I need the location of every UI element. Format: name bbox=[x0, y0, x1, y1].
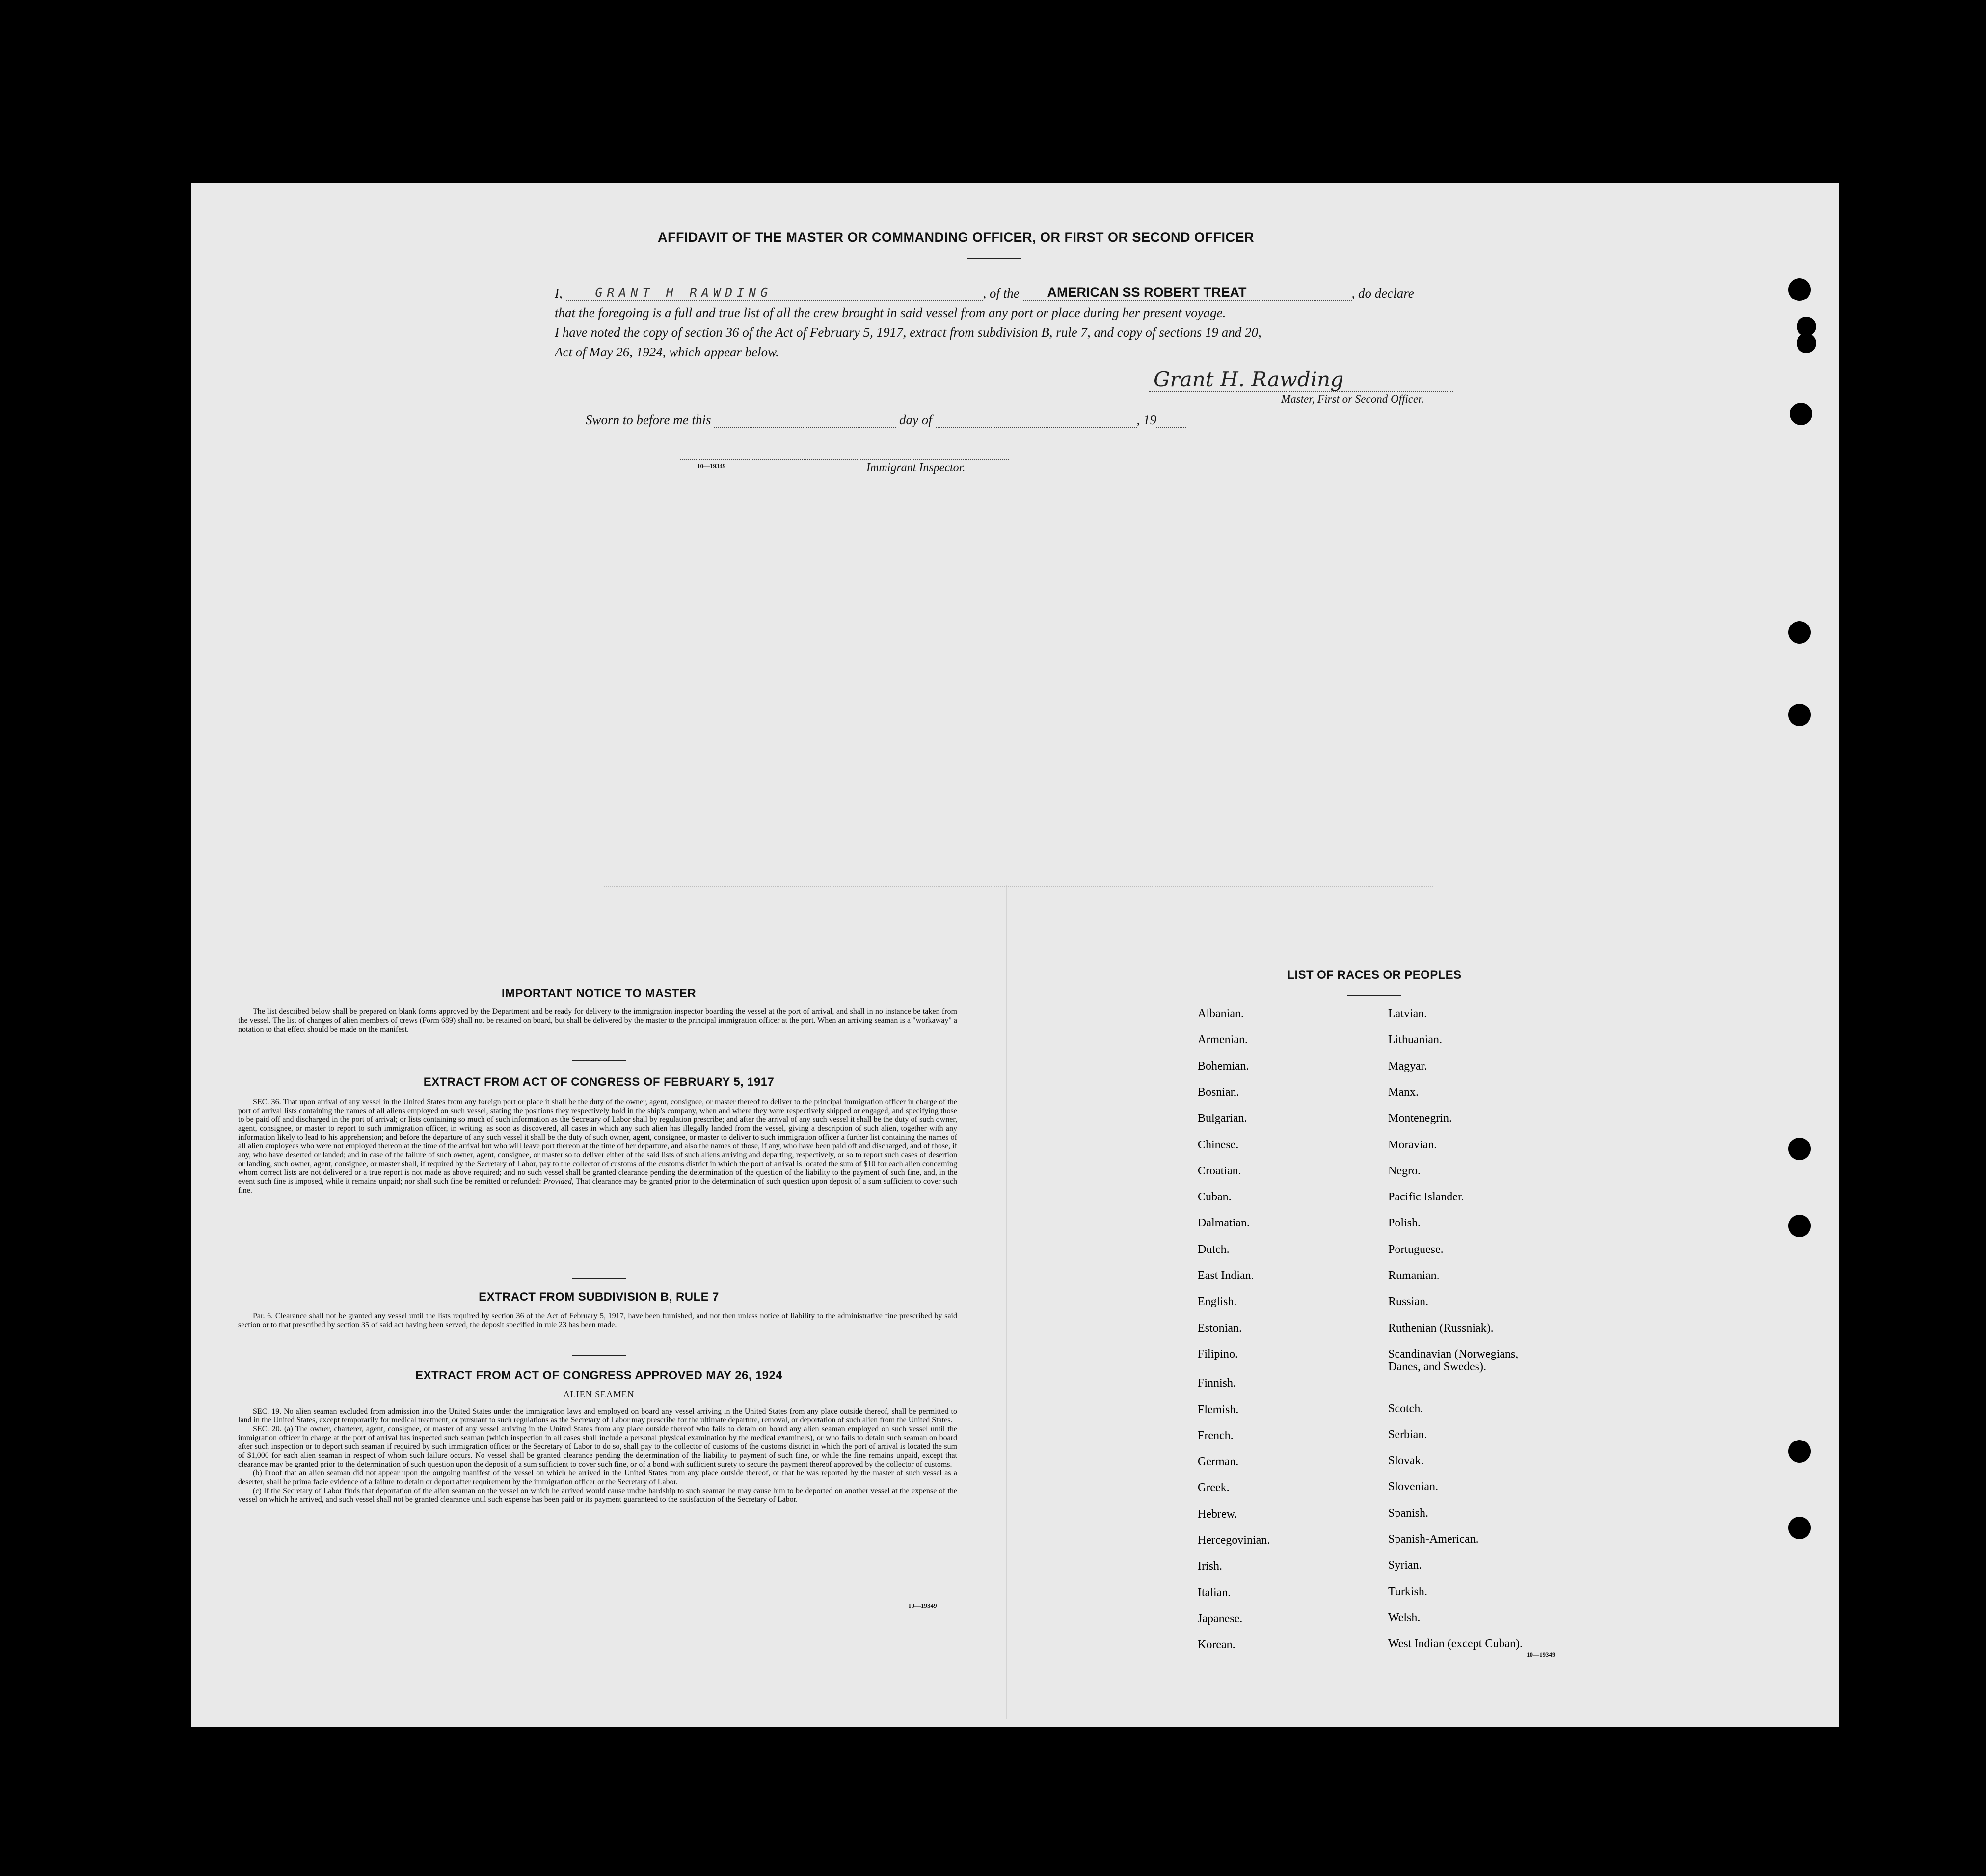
extract-1924-title: EXTRACT FROM ACT OF CONGRESS APPROVED MAY 26, 1924 bbox=[415, 1369, 782, 1382]
race-item: West Indian (except Cuban). bbox=[1388, 1637, 1523, 1651]
race-item: Serbian. bbox=[1388, 1428, 1427, 1441]
race-item: Bohemian. bbox=[1198, 1060, 1249, 1073]
rule7-text bbox=[238, 1312, 957, 1330]
do-declare-text: , do declare bbox=[1351, 286, 1414, 300]
race-item: Spanish-American. bbox=[1388, 1533, 1479, 1546]
race-item: Cuban. bbox=[1198, 1191, 1232, 1204]
race-item: Flemish. bbox=[1198, 1403, 1239, 1416]
race-item: Spanish. bbox=[1388, 1506, 1429, 1520]
signature-line bbox=[1149, 391, 1453, 392]
race-item: Filipino. bbox=[1198, 1347, 1238, 1360]
affidavit-line-4: Act of May 26, 1924, which appear below. bbox=[555, 345, 779, 359]
extract-1924-subtitle: ALIEN SEAMEN bbox=[563, 1389, 635, 1399]
sec36-main: SEC. 36. That upon arrival of any vessel in the United States from any foreign port or place it shall be the duty of the owner, agent, consignee, or master thereof to deliver to the principal immigration officer in charge of the port of arrival lists containing the names of all aliens employed on such vessel, stating the positions they respectively hold in the ship's company, when and where they were respectively shipped or engaged, and specifying those to be paid off and discharged in the port of arrival; or lists containing so much of such information as the Secretary of Labor shall by regulation prescribe; and after the arrival of any such vessel it shall be the duty of such owner, agent, consignee, or master to report to such immigration officer, in writing, as soon as discovered, all cases in which any such alien has illegally landed from the vessel, giving a description of such alien, together with any information likely to lead to his apprehension; and before the departure of any such vessel it shall be the duty of such owner, agent, consignee, or master to deliver to such immigration officer a further list containing the names of all alien employees who were not employed thereon at the time of the arrival but who will leave port thereon at the time of her departure, and also the names of those, if any, who have been paid off and discharged, and of those, if any, who have deserted or landed; and in case of the failure of such owner, agent, consignee, or master so to deliver either of the said lists of such aliens arriving and departing, respectively, or so to report such cases of desertion or landing, such owner, agent, consignee, or master shall, if required by the Secretary of Labor, pay to the collector of customs of the customs district in which the port of arrival is located the sum of $10 for each alien concerning whom correct lists are not delivered or a true report is not made as above required; and no such vessel shall be granted clearance pending the determination of the question of the liability to the payment of such fine, and, in the event such fine is imposed, while it remains unpaid; nor shall such fine be remitted or refunded: bbox=[238, 1098, 957, 1186]
sworn-prefix: Sworn to before me this bbox=[586, 412, 711, 427]
sec20b-paragraph: (b) Proof that an alien seaman did not appear upon the outgoing manifest of the vessel on which he arrived in the United States from any place outside thereof, or that he was reported by the master of such vessel as a deserter, shall be prima facie evidence of a failure to detain or deport after requirement by the immigration officer or the Secretary of Labor. bbox=[238, 1469, 957, 1486]
sworn-year-field bbox=[1156, 427, 1186, 428]
sworn-day-field bbox=[714, 427, 896, 428]
notice-paragraph: The list described below shall be prepared on blank forms approved by the Department and be ready for delivery to the immigration inspector boarding the vessel at the port of arrival, and shall in no instance be taken from the vessel. The list of changes of alien members of crews (Form 689) shall not be retained on board, but shall be delivered by the master to the principal immigration officer at the port. When an arriving seaman is a "workaway" a notation to that effect should be made on the manifest. bbox=[238, 1007, 957, 1033]
race-item: Greek. bbox=[1198, 1481, 1230, 1495]
races-title: LIST OF RACES OR PEOPLES bbox=[1287, 968, 1462, 981]
race-item: Negro. bbox=[1388, 1164, 1421, 1177]
race-item: Italian. bbox=[1198, 1586, 1231, 1599]
day-of-text: day of bbox=[899, 412, 932, 427]
binder-hole bbox=[1788, 621, 1811, 644]
race-item: Pacific Islander. bbox=[1388, 1191, 1464, 1204]
race-item: German. bbox=[1198, 1455, 1239, 1468]
affidavit-line-3: I have noted the copy of section 36 of the Act of February 5, 1917, extract from subdivision B, rule 7, and copy of sections 19 and 20, bbox=[555, 325, 1261, 340]
affidavit-title: AFFIDAVIT OF THE MASTER OR COMMANDING OFFICER, OR FIRST OR SECOND OFFICER bbox=[658, 230, 1254, 245]
race-item: Syrian. bbox=[1388, 1559, 1422, 1572]
race-item: Croatian. bbox=[1198, 1164, 1241, 1177]
binder-hole bbox=[1788, 1138, 1811, 1160]
sec36-provided: Provided, bbox=[543, 1177, 574, 1186]
notice-text bbox=[238, 1007, 957, 1034]
race-item: Scotch. bbox=[1388, 1402, 1423, 1415]
rule7-title: EXTRACT FROM SUBDIVISION B, RULE 7 bbox=[479, 1290, 719, 1304]
race-item: French. bbox=[1198, 1429, 1234, 1442]
section-rule bbox=[572, 1060, 626, 1061]
extract-1917-title: EXTRACT FROM ACT OF CONGRESS OF FEBRUARY 5, 1917 bbox=[423, 1075, 775, 1088]
races-rule bbox=[1347, 995, 1401, 996]
race-item: Dalmatian. bbox=[1198, 1217, 1250, 1230]
race-item: Armenian. bbox=[1198, 1033, 1248, 1047]
sworn-month-field bbox=[936, 427, 1137, 428]
notice-title: IMPORTANT NOTICE TO MASTER bbox=[501, 987, 697, 1000]
race-item: Slovenian. bbox=[1388, 1480, 1438, 1494]
race-item: Finnish. bbox=[1198, 1377, 1236, 1390]
master-name: GRANT H RAWDING bbox=[595, 285, 773, 299]
sec20a-paragraph: SEC. 20. (a) The owner, charterer, agent, consignee, or master of any vessel arriving in the United States from any place outside thereof who fails to detain on board any alien seaman employed on such vessel until the immigration officer in charge at the port of arrival has inspected such seaman (which inspection in all cases shall include a personal physical examination by the medical examiners), or who fails to detain such seaman on board after such inspection or to deport such seaman if required by such immigration officer or the Secretary of Labor to do so, shall pay to the collector of customs of the customs district in which the port of arrival is located the sum of $1,000 for each alien seaman in respect of whom such failure occurs. No vessel shall be granted clearance pending the determination of the liability to payment of such fine, or while the fine remains unpaid, except that clearance may be granted prior to the determination of such question upon the deposit of a sum sufficient to cover such fine, or of a bond with sufficient surety to secure the payment thereof approved by the collector of customs. bbox=[238, 1425, 957, 1468]
race-item: Bosnian. bbox=[1198, 1086, 1239, 1099]
vessel-field bbox=[1023, 285, 1352, 301]
race-item: Albanian. bbox=[1198, 1007, 1244, 1020]
title-rule bbox=[967, 258, 1021, 259]
race-item: Rumanian. bbox=[1388, 1269, 1440, 1282]
race-item: Chinese. bbox=[1198, 1138, 1239, 1151]
affidavit-line-1 bbox=[555, 285, 1414, 301]
inspector-caption: Immigrant Inspector. bbox=[866, 462, 966, 474]
sec36-paragraph bbox=[238, 1098, 957, 1195]
race-item: Irish. bbox=[1198, 1560, 1222, 1573]
race-item: Moravian. bbox=[1388, 1138, 1437, 1151]
race-item: Scandinavian (Norwegians, Danes, and Swedes). bbox=[1388, 1347, 1519, 1373]
race-item: Estonian. bbox=[1198, 1321, 1242, 1334]
race-item: English. bbox=[1198, 1295, 1237, 1308]
race-item: Russian. bbox=[1388, 1295, 1429, 1308]
race-item: Latvian. bbox=[1388, 1007, 1427, 1020]
binder-hole bbox=[1788, 1440, 1811, 1463]
race-item: Hercegovinian. bbox=[1198, 1534, 1270, 1547]
inspector-line bbox=[680, 459, 1009, 460]
affidavit-form-number: 10—19349 bbox=[697, 462, 726, 470]
sec36-end: That clearance may be granted prior to the determination of such question upon deposit of a sum sufficient to cover such fine. bbox=[238, 1177, 958, 1195]
binder-hole bbox=[1788, 1517, 1811, 1539]
race-item: Polish. bbox=[1388, 1217, 1421, 1230]
race-item: Magyar. bbox=[1388, 1060, 1427, 1073]
of-the-text: , of the bbox=[983, 286, 1020, 300]
section-rule bbox=[572, 1355, 626, 1356]
affidavit-line-2: that the foregoing is a full and true list of all the crew brought in said vessel from any port or place during her present voyage. bbox=[555, 305, 1226, 320]
race-item: Lithuanian. bbox=[1388, 1033, 1442, 1047]
race-item: Ruthenian (Russniak). bbox=[1388, 1321, 1494, 1334]
binder-hole bbox=[1797, 333, 1816, 353]
race-item: Japanese. bbox=[1198, 1612, 1243, 1625]
extract-1924-text bbox=[238, 1407, 957, 1504]
race-item: Manx. bbox=[1388, 1086, 1419, 1099]
race-item: Hebrew. bbox=[1198, 1507, 1237, 1521]
fold-dotted-line bbox=[604, 886, 1433, 887]
races-form-number: 10—19349 bbox=[1527, 1651, 1556, 1658]
sworn-line bbox=[586, 412, 1186, 428]
section-rule bbox=[572, 1278, 626, 1279]
year-text: , 19 bbox=[1136, 412, 1156, 427]
rule7-paragraph: Par. 6. Clearance shall not be granted any vessel until the lists required by section 36 of the Act of February 5, 1917, have been furnished, and not then unless notice of liability to the administrative fine prescribed by said section or to that prescribed by section 35 of said act having been served, the deposit specified in rule 23 has been made. bbox=[238, 1312, 957, 1329]
race-item: East Indian. bbox=[1198, 1269, 1254, 1282]
master-name-field bbox=[566, 285, 983, 301]
binder-hole bbox=[1790, 403, 1812, 425]
race-item: Korean. bbox=[1198, 1638, 1235, 1652]
extract-1917-text bbox=[238, 1098, 957, 1195]
vessel-name: AMERICAN SS ROBERT TREAT bbox=[1047, 285, 1247, 299]
race-item: Bulgarian. bbox=[1198, 1112, 1247, 1125]
race-item: Dutch. bbox=[1198, 1243, 1230, 1256]
binder-hole bbox=[1788, 278, 1811, 301]
sec20c-paragraph: (c) If the Secretary of Labor finds that deportation of the alien seaman on the vessel on which he arrived would cause undue hardship to such seaman he may cause him to be deported on another vessel at the expense of the vessel on which he arrived, and such vessel shall not be granted clearance until such expense has been paid or its payment guaranteed to the satisfaction of the Secretary of Labor. bbox=[238, 1487, 957, 1504]
race-item: Welsh. bbox=[1388, 1611, 1421, 1624]
fold-line bbox=[1006, 885, 1007, 1719]
binder-hole bbox=[1788, 704, 1811, 726]
race-item: Slovak. bbox=[1388, 1454, 1424, 1468]
extract-form-number: 10—19349 bbox=[908, 1602, 937, 1609]
race-item: Turkish. bbox=[1388, 1585, 1427, 1598]
sec19-paragraph: SEC. 19. No alien seaman excluded from admission into the United States under the immigration laws and employed on board any vessel arriving in the United States from any place outside thereof, shall be permitted to land in the United States, except temporarily for medical treatment, or pursuant to such regulations as the Secretary of Labor may prescribe for the ultimate departure, removal, or deportation of such alien from the United States. bbox=[238, 1407, 957, 1424]
race-item: Montenegrin. bbox=[1388, 1112, 1452, 1125]
line1-prefix: I, bbox=[555, 286, 563, 300]
signature-caption: Master, First or Second Officer. bbox=[1281, 393, 1424, 405]
binder-hole bbox=[1788, 1215, 1811, 1237]
race-item: Portuguese. bbox=[1388, 1243, 1444, 1256]
master-signature: Grant H. Rawding bbox=[1154, 367, 1344, 391]
